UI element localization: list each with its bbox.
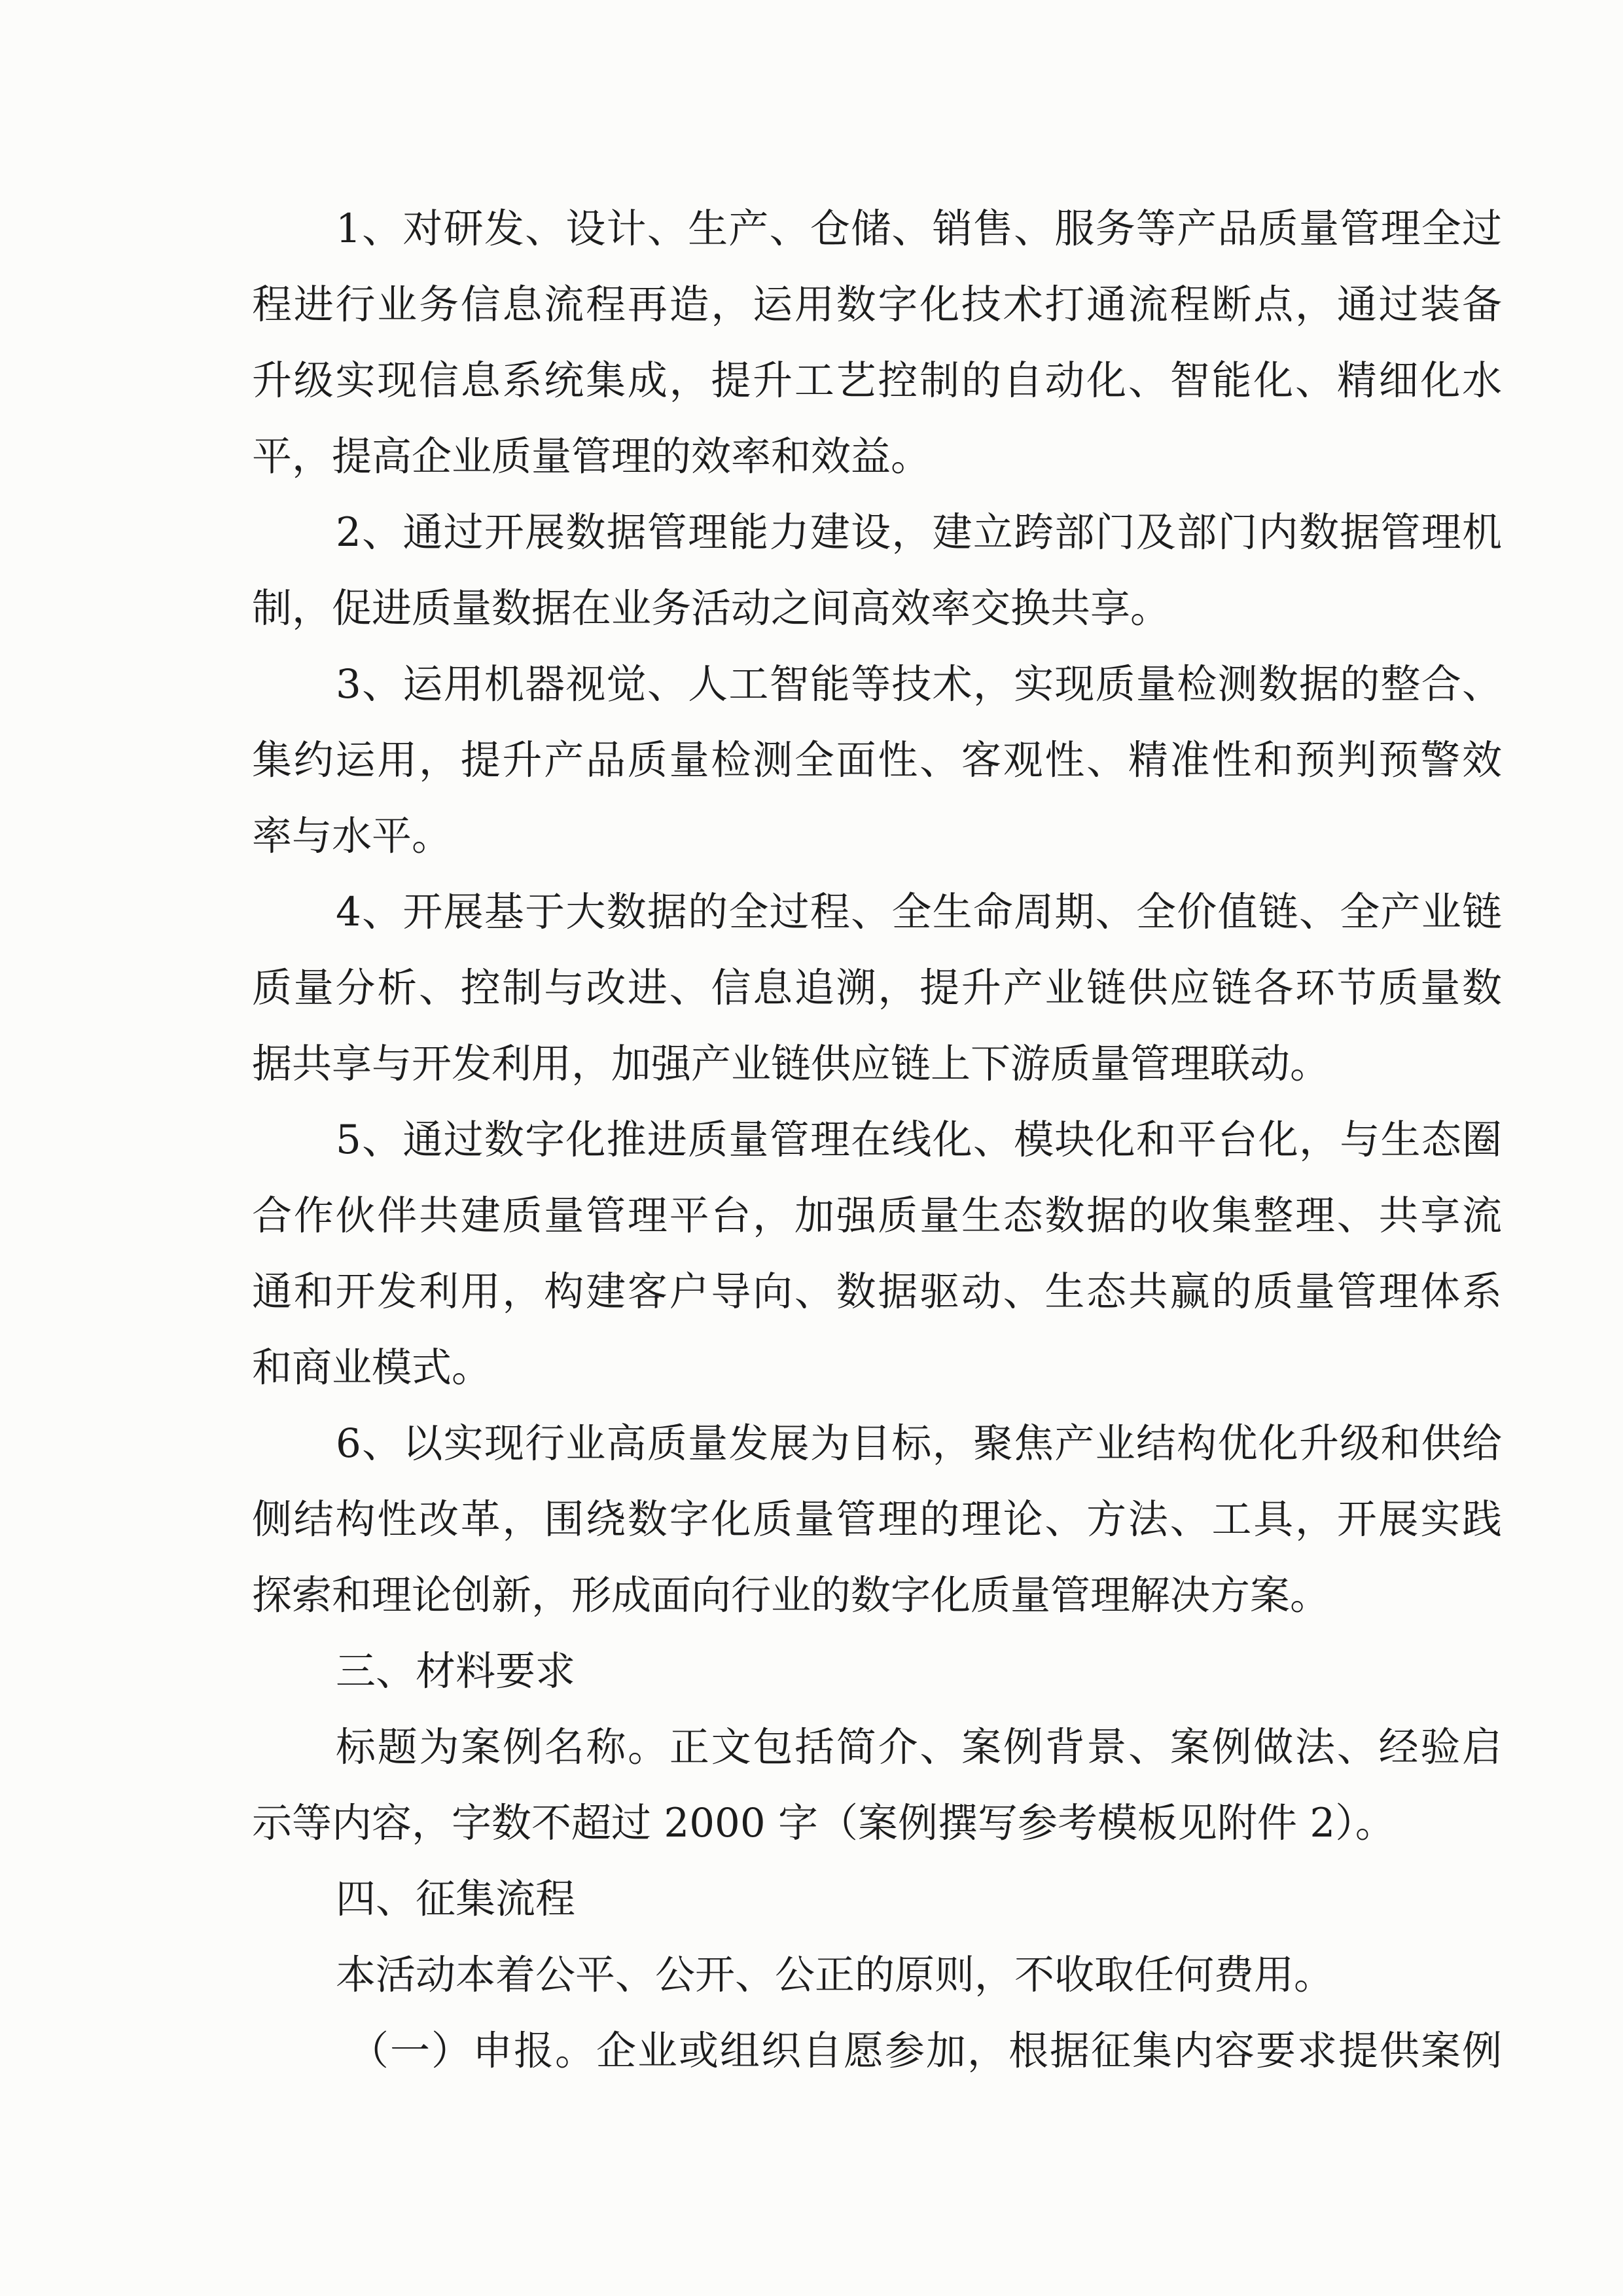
section-heading-materials: 三、材料要求 (336, 1648, 576, 1695)
paragraph-6-line-3: 探索和理论创新，形成面向行业的数字化质量管理解决方案。 (252, 1572, 1330, 1619)
paragraph-2-line-1: 2、通过开展数据管理能力建设，建立跨部门及部门内数据管理机 (336, 509, 1502, 556)
process-intro-line: 本活动本着公平、公开、公正的原则，不收取任何费用。 (336, 1952, 1334, 1998)
document-body (252, 191, 1502, 2089)
paragraph-5-line-2: 合作伙伴共建质量管理平台，加强质量生态数据的收集整理、共享流 (252, 1193, 1502, 1239)
paragraph-1-line-3: 升级实现信息系统集成，提升工艺控制的自动化、智能化、精细化水 (252, 357, 1502, 404)
section-heading-process: 四、征集流程 (336, 1876, 576, 1922)
paragraph-5-line-4: 和商业模式。 (252, 1344, 492, 1391)
paragraph-5-line-3: 通和开发利用，构建客户导向、数据驱动、生态共赢的质量管理体系 (252, 1268, 1502, 1315)
paragraph-1-line-1: 1、对研发、设计、生产、仓储、销售、服务等产品质量管理全过 (336, 206, 1502, 252)
paragraph-5-line-1: 5、通过数字化推进质量管理在线化、模块化和平台化，与生态圈 (336, 1117, 1502, 1163)
paragraph-3-line-2: 集约运用，提升产品质量检测全面性、客观性、精准性和预判预警效 (252, 737, 1502, 783)
paragraph-3-line-1: 3、运用机器视觉、人工智能等技术，实现质量检测数据的整合、 (336, 661, 1502, 708)
paragraph-1-line-2: 程进行业务信息流程再造，运用数字化技术打通流程断点，通过装备 (252, 281, 1502, 328)
paragraph-4-line-1: 4、开展基于大数据的全过程、全生命周期、全价值链、全产业链 (336, 889, 1502, 935)
paragraph-6-line-2: 侧结构性改革，围绕数字化质量管理的理论、方法、工具，开展实践 (252, 1496, 1502, 1543)
paragraph-4-line-3: 据共享与开发利用，加强产业链供应链上下游质量管理联动。 (252, 1041, 1330, 1087)
paragraph-2-line-2: 制，促进质量数据在业务活动之间高效率交换共享。 (252, 585, 1171, 632)
paragraph-3-line-3: 率与水平。 (252, 813, 452, 859)
process-step-1-line-1: （一）申报。企业或组织自愿参加，根据征集内容要求提供案例 (349, 2028, 1502, 2074)
materials-line-1: 标题为案例名称。正文包括简介、案例背景、案例做法、经验启 (336, 1724, 1502, 1770)
paragraph-1-line-4: 平，提高企业质量管理的效率和效益。 (252, 433, 931, 480)
paragraph-6-line-1: 6、以实现行业高质量发展为目标，聚焦产业结构优化升级和供给 (336, 1420, 1502, 1467)
materials-line-2: 示等内容，字数不超过 2000 字（案例撰写参考模板见附件 2）。 (252, 1800, 1395, 1846)
paragraph-4-line-2: 质量分析、控制与改进、信息追溯，提升产业链供应链各环节质量数 (252, 965, 1502, 1011)
